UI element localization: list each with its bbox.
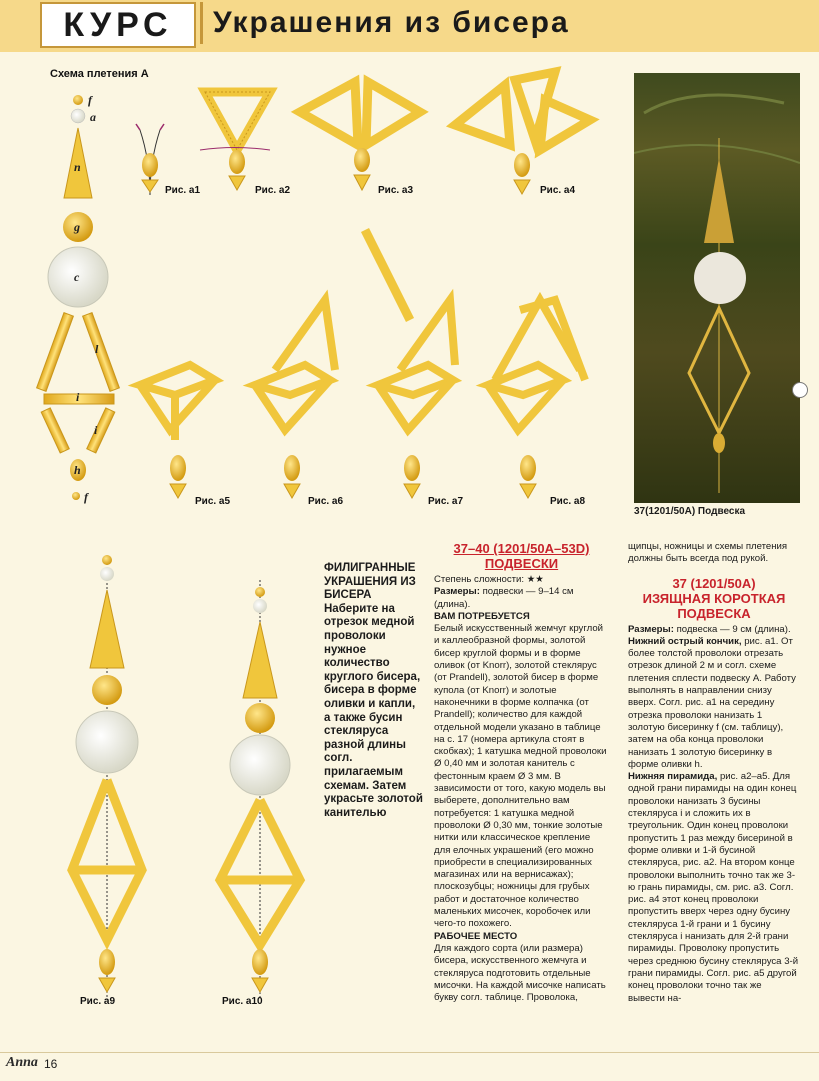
figure-a7: [365, 230, 455, 498]
legend-letter-f: f: [88, 93, 92, 107]
intro-text: Наберите на отрезок медной проволоки нужное количество круглого бисера, бисера в форме оливки и капли, а также бусин стекляруса разной длины согл. прилагаемым схемам. Затем украсьте золотой канителью: [324, 602, 423, 819]
figure-a2: [200, 92, 270, 190]
legend-letter-f2: f: [84, 490, 88, 504]
figure-a4: [455, 72, 590, 194]
difficulty: Степень сложности: ★★: [434, 574, 544, 585]
legend-letter-i: i: [76, 390, 80, 404]
col2-sizes-text: подвеска — 9 см (длина).: [676, 623, 791, 635]
page-number: 16: [44, 1057, 58, 1071]
column-instructions: [628, 541, 800, 1005]
magazine-logo: Anna: [6, 1055, 38, 1070]
photo-caption: 37(1201/50А) Подвеска: [634, 506, 746, 517]
page-title: Украшения из бисера: [200, 2, 819, 44]
pendant-illustration: [634, 73, 800, 503]
need-text: Белый искусственный жемчуг круглой и каллеобразной формы, золотой бисер круглой формы и в форме оливок (от Knorr), золотой стеклярус (от Prandell), золотой бисер в форме купола (от Knorr) и золотые наконечники в форме колпачка (от Prandell); количество для каждой отдельной модели указано в таблице на с. 17 (номера артикула стоят в скобках); 1 катушка медной проволоки Ø 0,40 мм и золотая канитель с фестонным краем Ø 3 мм. В зависимости от того, какую модель вы выберете, дополнительно вам потребуется: 1 катушка медной проволоки Ø 0,30 мм, тонкие золотые нитки или классическое крепление для елочных украшений (его можно приобрести в специализированных магазинах или на вернисажах); плоскозубцы; ножницы для грубых работ и достаточное количество маленьких мисочек, коробочек или чего-то похожего.: [434, 623, 607, 930]
work-text: Для каждого сорта (или размера) бисера, искусственного жемчуга и стекляруса подготовить отдельные мисочки. На каждой мисочке написать букву согл. таблице. Проволока,: [434, 942, 606, 1004]
legend-letter-g: g: [74, 220, 80, 234]
figure-label-a9: Рис. а9: [80, 996, 116, 1007]
col2-heading-code: 37 (1201/50А): [672, 575, 756, 591]
binder-hole: [792, 382, 808, 398]
legend-letter-h: h: [74, 463, 81, 477]
sizes-text: подвески — 9–14 см (длина).: [434, 586, 574, 610]
product-photo: [634, 73, 800, 503]
col1-heading-title: ПОДВЕСКИ: [484, 556, 559, 571]
pyramid-label: Нижняя пирамида,: [628, 771, 718, 783]
page-header: [0, 0, 819, 52]
figure-a9: [72, 555, 142, 1000]
tip-label: Нижний острый кончик,: [628, 635, 742, 647]
sizes-label: Размеры:: [434, 586, 480, 598]
figure-a8: [488, 300, 585, 498]
figure-a6: [255, 300, 335, 498]
figure-label-a8: Рис. а8: [550, 496, 586, 507]
bead-legend: [37, 95, 120, 500]
work-heading: РАБОЧЕЕ МЕСТО: [434, 930, 518, 942]
figure-a3: [300, 82, 420, 190]
col2-heading-title: ИЗЯЩНАЯ КОРОТКАЯ ПОДВЕСКА: [642, 590, 786, 621]
figure-a5: [140, 365, 215, 498]
intro-heading: ФИЛИГРАННЫЕ УКРАШЕНИЯ ИЗ БИСЕРА: [324, 562, 416, 602]
legend-letter-i2: i: [94, 423, 98, 437]
need-heading: ВАМ ПОТРЕБУЕТСЯ: [434, 610, 530, 622]
pyramid-text: рис. а2–а5. Для одной грани пирамиды на один конец проволоки нанизать 3 бусины стекляруса i и сложить их в треугольник. Один конец проволоки пропустить 1 раз между бисериной в форме оливки и 1-й бусиной стекляруса, рис. а2. На втором конце проволоки выполнить точно так же 3-ю грань пирамиды, см. рис. а3. Согл. рис. а4 этот конец проволоки пропустить вверх через одну бусину стекляруса 1-й грани и 1 бусину стекляруса i нанизать для 2-й грани пирамиды. Проволоку пропустить через среднюю бусину стекляруса 3-й грани пирамиды. Согл. рис. а5 другой конец проволоки точно так же вывести на-: [628, 771, 799, 1004]
scheme-title: Схема плетения А: [50, 68, 149, 80]
tip-text: рис. а1. От более толстой проволоки отрезать отрезок длиной 2 м и согл. схеме плетения сплести подвеску А. Работу выполнять в направлении снизу вверх. Согл. рис. а1 на середину отрезка проволоки нанизать 1 золотую бисеринку f (см. таблицу), затем на оба конца проволоки нанизать 1 золотую бисеринку в форме оливки h.: [628, 635, 796, 770]
figure-label-a7: Рис. а7: [428, 496, 464, 507]
section-label: КУРС: [40, 2, 196, 48]
legend-letter-l: l: [95, 342, 99, 356]
figure-a1: [136, 124, 164, 195]
figure-label-a2: Рис. а2: [255, 185, 291, 196]
col2-top-text: щипцы, ножницы и схемы плетения должны быть всегда под рукой.: [628, 541, 788, 565]
figure-label-a5: Рис. а5: [195, 496, 231, 507]
figure-label-a6: Рис. а6: [308, 496, 344, 507]
legend-letter-n: n: [74, 160, 81, 174]
figure-label-a1: Рис. а1: [165, 185, 201, 196]
figure-a10: [220, 580, 300, 1000]
figure-label-a10: Рис. а10: [222, 996, 263, 1007]
column-materials: [434, 541, 609, 1004]
col1-heading-code: 37–40 (1201/50А–53D): [453, 541, 590, 556]
intro-block: [324, 562, 424, 820]
legend-letter-c: c: [74, 270, 80, 284]
figure-label-a3: Рис. а3: [378, 185, 414, 196]
col2-sizes-label: Размеры:: [628, 623, 674, 635]
figure-label-a4: Рис. а4: [540, 185, 576, 196]
legend-letter-a: a: [90, 110, 96, 124]
footer: [0, 1052, 819, 1081]
